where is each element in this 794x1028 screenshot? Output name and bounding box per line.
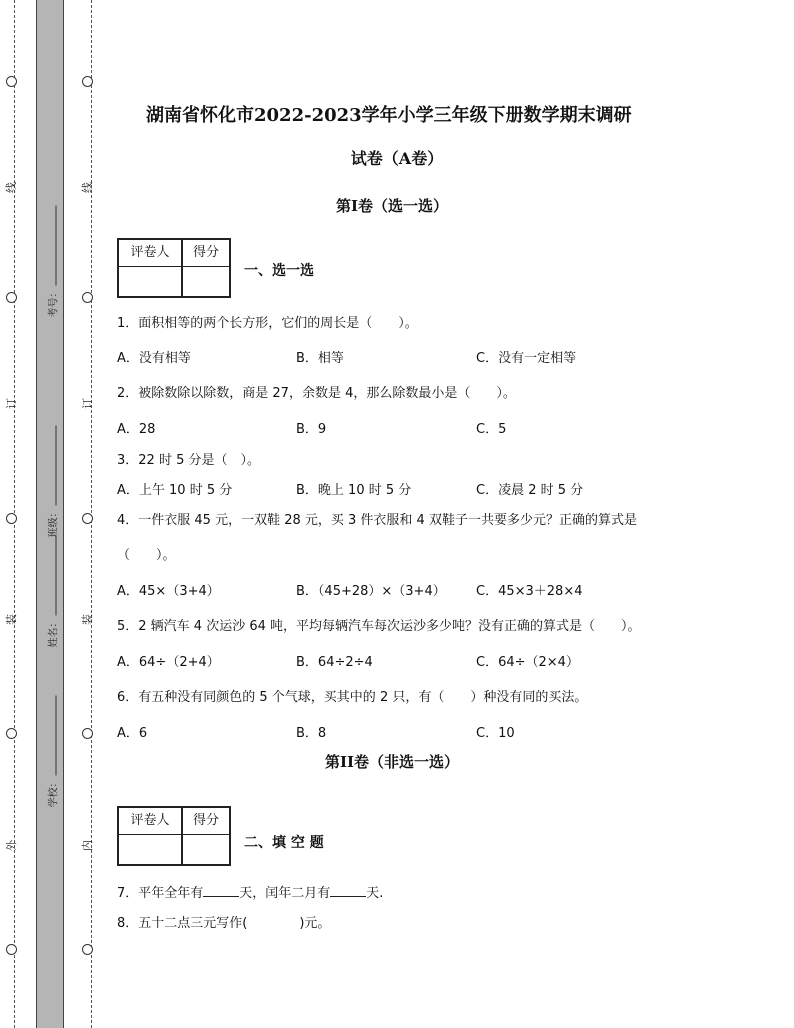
grader-label: 评卷人 xyxy=(130,245,170,260)
score-label: 得分 xyxy=(192,813,219,828)
section-title: 一、选一选 xyxy=(244,263,314,279)
binding-hole-icon xyxy=(82,944,93,955)
part1-heading: 第I卷（选一选） xyxy=(335,197,449,215)
option-b[interactable]: B．晚上 10 时 5 分 xyxy=(296,483,412,498)
option-a[interactable]: A．28 xyxy=(117,422,156,437)
answer-blank[interactable] xyxy=(203,884,239,897)
margin-char: 装 xyxy=(5,614,18,625)
option-a[interactable]: A．上午 10 时 5 分 xyxy=(117,483,233,498)
score-label: 得分 xyxy=(192,245,219,260)
answer-blank[interactable] xyxy=(330,884,366,897)
grader-label: 评卷人 xyxy=(130,813,170,828)
option-a[interactable]: A．6 xyxy=(117,726,148,741)
question-6: 6．有五种没有同颜色的 5 个气球，买其中的 2 只，有（ ）种没有同的买法。 xyxy=(117,690,588,705)
option-a[interactable]: A．没有相等 xyxy=(117,351,191,366)
margin-char: 内 xyxy=(81,840,94,851)
binding-hole-icon xyxy=(82,728,93,739)
option-c[interactable]: C．没有一定相等 xyxy=(476,351,577,366)
margin-char: 订 xyxy=(5,398,18,409)
binding-hole-icon xyxy=(6,728,17,739)
option-b[interactable]: B．（45+28）×（3+4） xyxy=(296,584,446,599)
binding-hole-icon xyxy=(82,76,93,87)
question-5: 5．2 辆汽车 4 次运沙 64 吨，平均每辆汽车每次运沙多少吨？没有正确的算式是（ ）。 xyxy=(117,619,641,634)
binding-hole-icon xyxy=(6,76,17,87)
score-box xyxy=(117,806,231,866)
option-a[interactable]: A．45×（3+4） xyxy=(117,584,220,599)
option-b[interactable]: B．相等 xyxy=(296,351,344,366)
exam-title: 湖南省怀化市2022-2023学年小学三年级下册数学期末调研 xyxy=(146,105,632,126)
binding-hole-icon xyxy=(82,513,93,524)
question-4-cont: （ ）。 xyxy=(117,548,176,563)
question-8: 8．五十二点三元写作( )元。 xyxy=(117,916,331,931)
score-box xyxy=(117,238,231,298)
margin-char: 线 xyxy=(81,182,94,193)
binding-hole-icon xyxy=(82,292,93,303)
option-c[interactable]: C．64÷（2×4） xyxy=(476,655,579,670)
margin-char: 订 xyxy=(81,398,94,409)
option-c[interactable]: C．凌晨 2 时 5 分 xyxy=(476,483,584,498)
part2-heading: 第II卷（非选一选） xyxy=(324,753,460,771)
option-b[interactable]: B．64÷2÷4 xyxy=(296,655,373,670)
question-1: 1．面积相等的两个长方形，它们的周长是（ ）。 xyxy=(117,316,418,331)
section-title: 二、填 空 题 xyxy=(244,835,324,851)
option-a[interactable]: A．64÷（2+4） xyxy=(117,655,220,670)
margin-char: 装 xyxy=(81,614,94,625)
option-c[interactable]: C．10 xyxy=(476,726,515,741)
question-2: 2．被除数除以除数，商是 27，余数是 4，那么除数最小是（ ）。 xyxy=(117,386,516,401)
option-c[interactable]: C．5 xyxy=(476,422,507,437)
class-field[interactable]: 班级： xyxy=(45,438,60,538)
option-b[interactable]: B．8 xyxy=(296,726,327,741)
name-field[interactable]: 姓名： xyxy=(45,548,60,648)
question-3: 3．22 时 5 分是（ ）。 xyxy=(117,453,260,468)
binding-hole-icon xyxy=(6,513,17,524)
question-7: 7．平年全年有 天，闰年二月有 天. xyxy=(117,886,384,901)
binding-hole-icon xyxy=(6,944,17,955)
option-c[interactable]: C．45×3＋28×4 xyxy=(476,584,583,599)
student-id-field[interactable]: 考号： xyxy=(45,218,60,318)
school-field[interactable]: 学校： xyxy=(45,708,60,808)
margin-char: 线 xyxy=(5,182,18,193)
margin-char: 外 xyxy=(5,840,18,851)
binding-hole-icon xyxy=(6,292,17,303)
exam-subtitle: 试卷（A卷） xyxy=(350,149,444,168)
option-b[interactable]: B．9 xyxy=(296,422,327,437)
question-4: 4．一件衣服 45 元，一双鞋 28 元，买 3 件衣服和 4 双鞋子一共要多少元？正确的算式是 xyxy=(117,513,637,528)
